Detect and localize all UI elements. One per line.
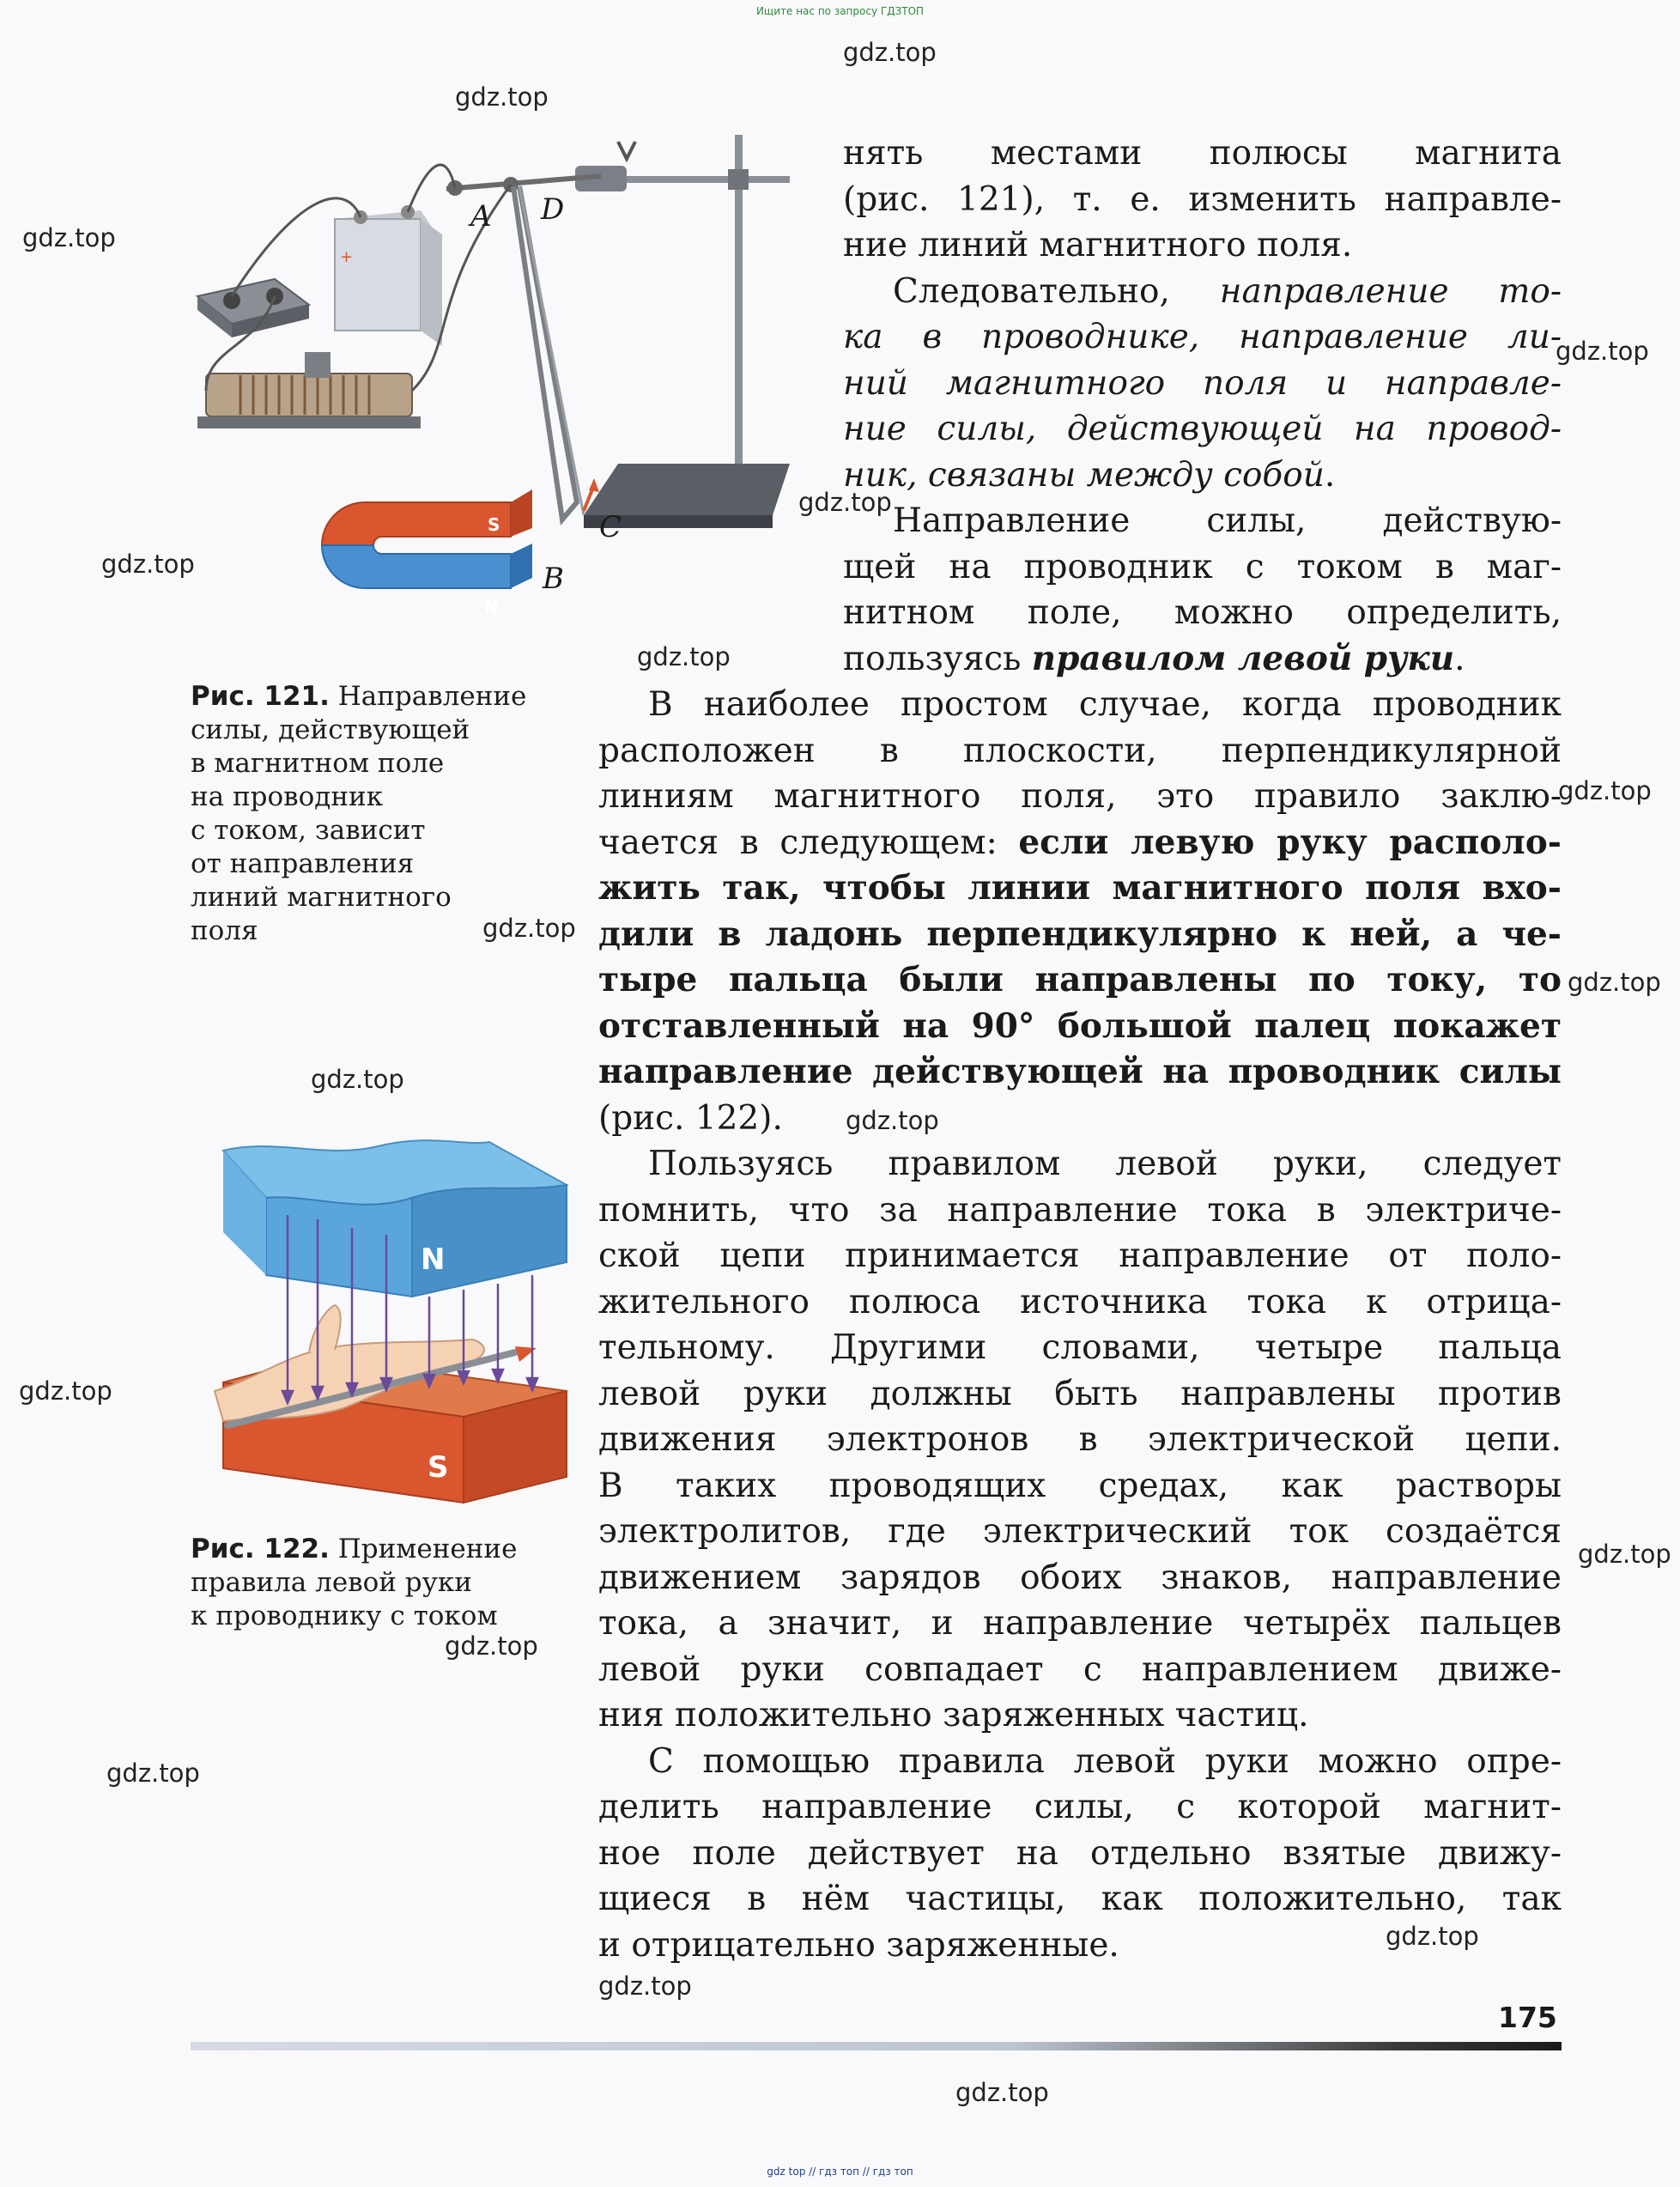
text-line: нять местами полюсы магнита (843, 134, 1562, 173)
horseshoe-magnet-blue (322, 545, 511, 588)
text-span: . (1454, 639, 1465, 678)
text-bold: тыре пальца были направлены по току, то (598, 960, 1562, 999)
page-number: 175 (1498, 2001, 1557, 2034)
watermark: gdz.top (19, 1376, 112, 1406)
footer-note: gdz top // гдз топ // гдз топ (767, 2166, 913, 2178)
text-line (598, 820, 1562, 866)
fig121-label-c: C (599, 510, 622, 544)
text-line: ние линий магнитного поля. (843, 226, 1353, 264)
text-line: левой руки совпадает с направлением движе- (598, 1649, 1562, 1689)
figure-121-caption (191, 680, 526, 948)
text-line (598, 1004, 1562, 1050)
fig121-caption-line: от направления (191, 848, 415, 879)
text-line: движением зарядов обоих знаков, направление (598, 1558, 1562, 1597)
text-line: электролитов, где электрический ток создаётся (598, 1512, 1562, 1551)
text-line (843, 453, 1562, 499)
battery (335, 219, 421, 331)
watermark: gdz.top (22, 223, 116, 252)
fig121-label-n: N (484, 596, 499, 617)
fig121-caption-bold: Рис. 121. (191, 681, 330, 712)
text-line: расположен в плоскости, перпендикулярной (598, 731, 1562, 770)
text-line: и отрицательно заряженные. (598, 1925, 1119, 1965)
watermark: gdz.top (101, 550, 195, 579)
figure-122 (206, 1133, 584, 1511)
text-line: ской цепи принимается направление от поло- (598, 1236, 1562, 1275)
text-line: ния положительно заряженных частиц. (598, 1696, 1309, 1734)
header-note: Ищите нас по запросу ГДЗТОП (755, 5, 925, 17)
fig121-caption-line: поля (191, 915, 258, 946)
fig122-caption-line: Применение (337, 1534, 518, 1564)
watermark: gdz.top (1386, 1922, 1479, 1951)
watermark: gdz.top (1556, 337, 1649, 366)
text-line: В наиболее простом случае, когда проводник (648, 685, 1562, 724)
text-line: тока, а значит, и направление четырёх пальцев (598, 1604, 1562, 1643)
watermark: gdz.top (955, 2078, 1049, 2107)
rheostat (206, 374, 412, 416)
watermark: gdz.top (482, 914, 576, 943)
text-line: тельному. Другими словами, четыре пальца (598, 1328, 1562, 1367)
svg-text:+: + (340, 248, 354, 266)
stand-base (584, 464, 790, 515)
watermark: gdz.top (843, 38, 937, 67)
text-line (843, 636, 1562, 683)
text-column-wide (598, 682, 1562, 1968)
text-line: Пользуясь правилом левой руки, следует (648, 1145, 1562, 1183)
text-bold: жить так, чтобы линии магнитного поля вхо- (598, 868, 1562, 908)
footer-rule (191, 2042, 1562, 2050)
text-line (598, 912, 1562, 958)
text-line: ное поле действует на отдельно взятые движу- (598, 1833, 1562, 1873)
fig122-caption-bold: Рис. 122. (191, 1534, 330, 1564)
fig122-label-n: N (421, 1242, 446, 1277)
fig121-caption-line: с током, зависит (191, 815, 426, 846)
watermark: gdz.top (1568, 968, 1661, 997)
text-line: щиеся в нём частицы, как положительно, так (598, 1880, 1562, 1918)
text-bold: направление действующей на проводник силы (598, 1052, 1562, 1091)
text-line (598, 866, 1562, 912)
fig122-label-s: S (428, 1450, 449, 1485)
watermark: gdz.top (846, 1106, 939, 1135)
fig121-caption-line: силы, действующей (191, 714, 470, 745)
fig121-caption-line: на проводник (191, 781, 384, 812)
fig121-label-b: B (543, 562, 564, 596)
text-span: Следовательно, (893, 271, 1220, 311)
text-bold: если левую руку располо- (1018, 822, 1562, 862)
text-line: делить направление силы, с которой магнит- (598, 1788, 1562, 1826)
watermark: gdz.top (598, 1971, 692, 2001)
text-line: Направление силы, действую- (893, 501, 1562, 540)
text-line (843, 314, 1562, 361)
text-span: пользуясь (843, 639, 1032, 678)
text-line: (рис. 122). (598, 1098, 783, 1138)
fig121-label-d: D (541, 192, 565, 227)
horseshoe-magnet-red (322, 502, 511, 545)
text-italic: ние силы, действующей на провод- (843, 410, 1562, 448)
watermark: gdz.top (798, 488, 892, 517)
text-line (843, 406, 1562, 453)
text-line (843, 269, 1562, 315)
watermark: gdz.top (106, 1759, 200, 1788)
watermark: gdz.top (311, 1065, 404, 1094)
fig122-caption-line: правила левой руки (191, 1567, 472, 1598)
watermark: gdz.top (1578, 1540, 1671, 1569)
text-italic: ник, связаны между собой (843, 455, 1325, 495)
fig121-label-a: A (470, 199, 492, 234)
watermark: gdz.top (455, 82, 549, 112)
text-line: (рис. 121), т. е. изменить направле- (843, 179, 1562, 219)
text-line: щей на проводник с током в маг- (843, 547, 1562, 586)
fig121-label-s: S (488, 514, 500, 535)
watermark: gdz.top (1558, 776, 1652, 805)
watermark: gdz.top (445, 1631, 538, 1661)
text-line: нитном поле, можно определить, (843, 593, 1562, 632)
fig122-caption-line: к проводнику с током (191, 1601, 498, 1631)
text-line: С помощью правила левой руки можно опре- (648, 1741, 1562, 1781)
text-italic: ка в проводнике, направление ли- (843, 318, 1562, 356)
text-span: чается в следующем: (598, 823, 1019, 862)
text-line: жительного полюса источника тока к отрица- (598, 1282, 1562, 1321)
text-line (598, 957, 1562, 1004)
text-column-narrow (843, 131, 1562, 682)
figure-121 (172, 125, 824, 631)
figure-122-caption (191, 1533, 517, 1633)
text-line: В таких проводящих средах, как растворы (598, 1466, 1562, 1505)
text-line: левой руки должны быть направлены против (598, 1374, 1562, 1413)
fig121-caption-line: Направление (337, 681, 527, 712)
text-line: линиям магнитного поля, это правило заклю- (598, 777, 1562, 816)
text-bold: дили в ладонь перпендикулярно к ней, а че- (598, 914, 1562, 954)
text-line (843, 361, 1562, 407)
text-span: . (1324, 455, 1336, 495)
text-line: помнить, что за направление тока в электриче- (598, 1190, 1562, 1230)
text-italic: направление то- (1219, 271, 1562, 311)
text-line (598, 1049, 1562, 1096)
text-bold: отставленный на 90° большой палец покажет (598, 1005, 1562, 1046)
fig121-caption-line: в магнитном поле (191, 748, 445, 779)
watermark: gdz.top (637, 642, 731, 671)
text-bold-italic: правилом левой руки (1031, 638, 1455, 678)
text-line: движения электронов в электрической цепи. (598, 1420, 1562, 1459)
text-italic: ний магнитного поля и направле- (843, 363, 1562, 403)
fig121-caption-line: линий магнитного (191, 882, 452, 913)
